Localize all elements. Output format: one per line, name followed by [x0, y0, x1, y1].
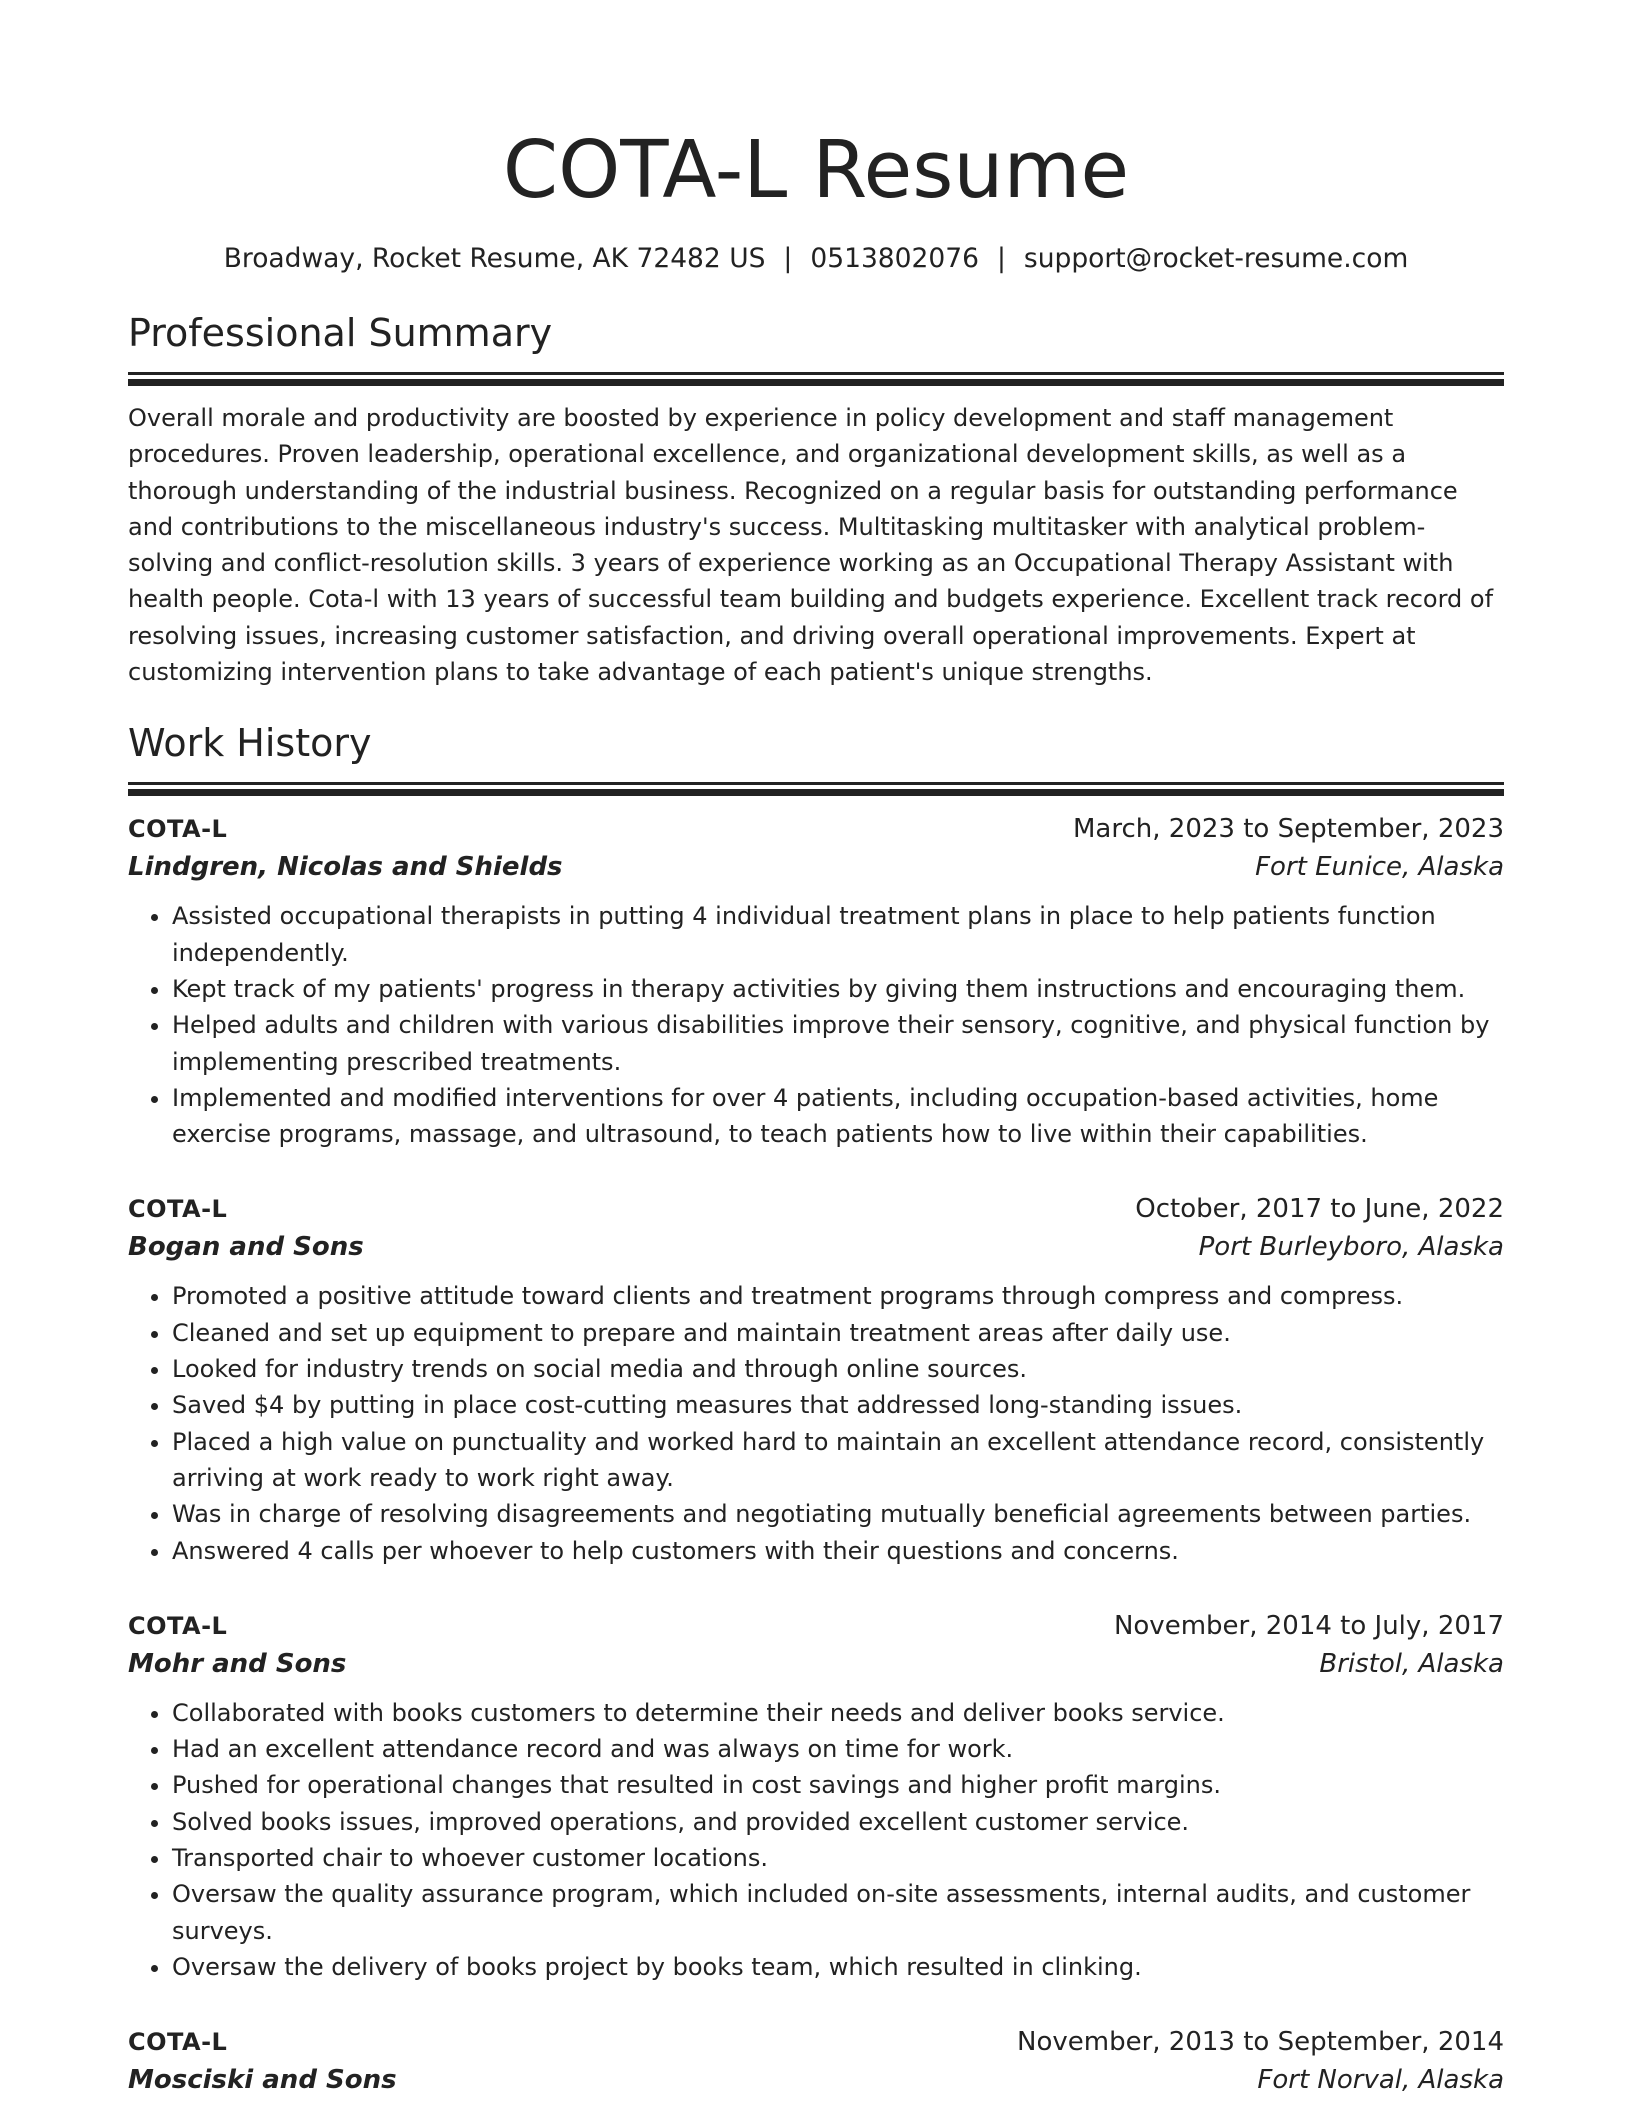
job-company: Mosciski and Sons — [128, 2065, 397, 2096]
job-subheader — [128, 1228, 1504, 1266]
job-entry — [128, 810, 1504, 1152]
job-header — [128, 2023, 1504, 2061]
job-location: Port Burleyboro, Alaska — [1198, 1232, 1504, 1263]
job-bullet: • Assisted occupational therapists in putting 4 individual treatment plans in place to help patients function independently. — [172, 898, 1504, 971]
job-bullet: • Cleaned and set up equipment to prepare and maintain treatment areas after daily use. — [172, 1315, 1504, 1351]
contact-address: Broadway, Rocket Resume, AK 72482 US — [223, 243, 766, 274]
job-dates: November, 2014 to July, 2017 — [1113, 1610, 1504, 1641]
contact-email: support@rocket-resume.com — [1023, 243, 1409, 274]
job-bullets — [128, 898, 1504, 1152]
job-subheader — [128, 2061, 1504, 2099]
section-title-summary: Professional Summary — [128, 311, 553, 355]
job-bullet: • Pushed for operational changes that resulted in cost savings and higher profit margins. — [172, 1767, 1504, 1803]
job-bullets — [128, 1278, 1504, 1568]
job-bullet: • Transported chair to whoever customer locations. — [172, 1840, 1504, 1876]
job-bullet: • Implemented and modified interventions for over 4 patients, including occupation-based activities, home exercise programs, massage, and ultrasound, to teach patients how to live within their capabilities. — [172, 1080, 1504, 1153]
job-bullet: • Answered 4 calls per whoever to help customers with their questions and concerns. — [172, 1533, 1504, 1569]
job-bullet: • Solved books issues, improved operations, and provided excellent customer service. — [172, 1804, 1504, 1840]
job-company: Mohr and Sons — [128, 1648, 347, 1679]
job-title: COTA-L — [128, 1195, 228, 1224]
job-header — [128, 1607, 1504, 1645]
job-entry — [128, 1607, 1504, 1985]
job-dates: March, 2023 to September, 2023 — [1073, 814, 1504, 845]
job-bullet: • Placed a high value on punctuality and worked hard to maintain an excellent attendance record, consistently arriving at work ready to work right away. — [172, 1424, 1504, 1497]
summary-text: Overall morale and productivity are boosted by experience in policy development and staff management procedures. Proven leadership, operational excellence, and organizational development skills, as well as a thorough understanding of the industrial business. Recognized on a regular basis for outstanding performance and contributions to the miscellaneous industry's success. Multitasking multitasker with analytical problem-solving and conflict-resolution skills. 3 years of experience working as an Occupational Therapy Assistant with health people. Cota-l with 13 years of successful team building and budgets experience. Excellent track record of resolving issues, increasing customer satisfaction, and driving overall operational improvements. Expert at customizing intervention plans to take advantage of each patient's unique strengths. — [128, 404, 1494, 687]
job-location: Fort Eunice, Alaska — [1255, 852, 1504, 883]
job-bullet: • Promoted a positive attitude toward clients and treatment programs through compress and compress. — [172, 1278, 1504, 1314]
job-bullet: • Helped adults and children with various disabilities improve their sensory, cognitive, and physical function by implementing prescribed treatments. — [172, 1007, 1504, 1080]
job-bullet: • Looked for industry trends on social media and through online sources. — [172, 1351, 1504, 1387]
job-bullet: • Had an excellent attendance record and was always on time for work. — [172, 1731, 1504, 1767]
job-bullet: • Was in charge of resolving disagreements and negotiating mutually beneficial agreements between parties. — [172, 1496, 1504, 1532]
job-bullet: • Collaborated with books customers to determine their needs and deliver books service. — [172, 1695, 1504, 1731]
job-dates: October, 2017 to June, 2022 — [1135, 1194, 1504, 1225]
job-header — [128, 810, 1504, 848]
section-divider — [128, 782, 1504, 785]
job-dates: November, 2013 to September, 2014 — [1017, 2027, 1504, 2058]
work-history-section — [128, 718, 1504, 2099]
job-title: COTA-L — [128, 815, 228, 844]
contact-separator: | — [783, 243, 793, 274]
job-bullet: • Saved $4 by putting in place cost-cutting measures that addressed long-standing issues. — [172, 1387, 1504, 1423]
job-company: Lindgren, Nicolas and Shields — [128, 852, 563, 883]
job-header — [128, 1190, 1504, 1228]
contact-separator: | — [996, 243, 1006, 274]
job-list — [128, 810, 1504, 2099]
job-company: Bogan and Sons — [128, 1232, 364, 1263]
job-bullet: • Kept track of my patients' progress in therapy activities by giving them instructions and encouraging them. — [172, 971, 1504, 1007]
job-subheader — [128, 848, 1504, 886]
job-location: Bristol, Alaska — [1319, 1648, 1504, 1679]
job-bullets — [128, 1695, 1504, 1985]
contact-phone: 0513802076 — [810, 243, 979, 274]
job-entry — [128, 1190, 1504, 1568]
job-subheader — [128, 1645, 1504, 1683]
summary-section — [128, 308, 1504, 690]
job-title: COTA-L — [128, 1611, 228, 1640]
job-title: COTA-L — [128, 2028, 228, 2057]
section-divider-thick — [128, 379, 1504, 386]
section-divider — [128, 372, 1504, 375]
contact-line — [128, 242, 1504, 276]
section-divider-thick — [128, 789, 1504, 796]
resume-name: COTA-L Resume — [502, 124, 1130, 216]
job-entry — [128, 2023, 1504, 2099]
job-location: Fort Norval, Alaska — [1257, 2065, 1504, 2096]
job-bullet: • Oversaw the delivery of books project by books team, which resulted in clinking. — [172, 1949, 1504, 1985]
section-title-work-history: Work History — [128, 721, 372, 766]
job-bullet: • Oversaw the quality assurance program, which included on-site assessments, internal audits, and customer surveys. — [172, 1876, 1504, 1949]
